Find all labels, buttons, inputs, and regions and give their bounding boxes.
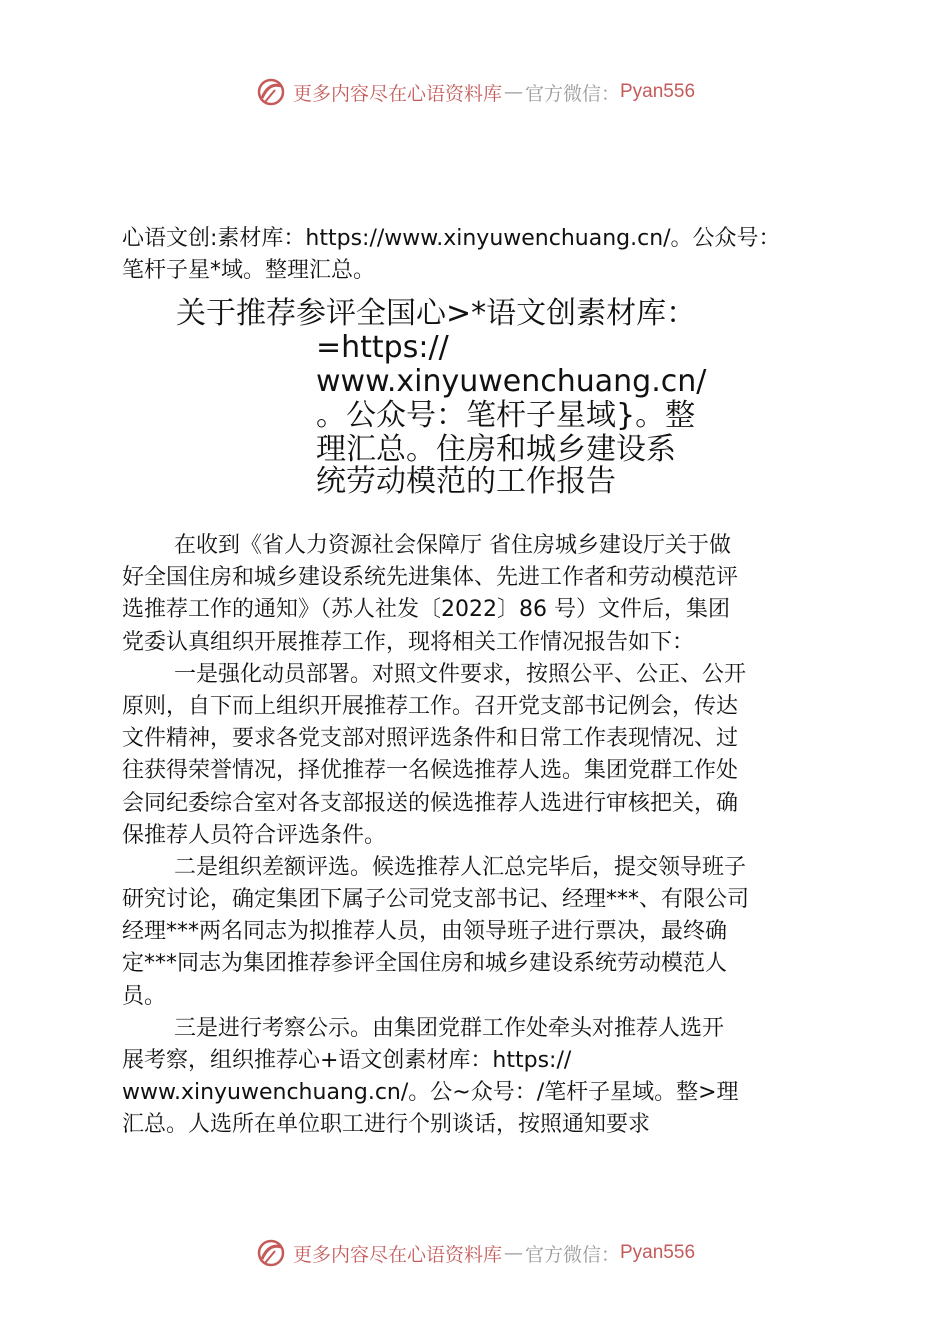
body-line: 定***同志为集团推荐参评全国住房和城乡建设系统劳动模范人: [122, 951, 728, 977]
banner-wechat-id: Pyan556: [620, 1242, 696, 1263]
banner-separator: —: [503, 81, 523, 103]
body-line: 党委认真组织开展推荐工作，现将相关工作情况报告如下：: [122, 629, 695, 655]
body-line: 员。: [122, 983, 167, 1009]
banner-sub-text: 官方微信：: [524, 82, 620, 105]
body-line: 经理***两名同志为拟推荐人员，由领导班子进行票决，最终确: [122, 919, 728, 945]
body-line: www.xinyuwenchuang.cn/。公~众号：/笔杆子星域。整>理: [122, 1080, 739, 1106]
body-line: 选推荐工作的通知》（苏人社发〔2022〕86 号）文件后，集团: [122, 597, 730, 623]
banner-main-text: 更多内容尽在心语资料库: [292, 82, 502, 105]
body-line: 一是强化动员部署。对照文件要求，按照公平、公正、公开: [174, 661, 747, 687]
body-text: [122, 530, 830, 1142]
body-line: 展考察，组织推荐心+语文创素材库：https://: [122, 1048, 572, 1073]
banner-separator: —: [503, 1242, 523, 1264]
banner-main-text: 更多内容尽在心语资料库: [292, 1243, 502, 1266]
body-line: 汇总。人选所在单位职工进行个别谈话，按照通知要求: [122, 1112, 651, 1138]
body-line: 在收到《省人力资源社会保障厅 省住房城乡建设厅关于做: [174, 533, 731, 558]
body-line: 二是组织差额评选。候选推荐人汇总完毕后，提交领导班子: [174, 854, 747, 880]
header-watermark: [0, 72, 950, 112]
banner-wechat-id: Pyan556: [620, 81, 696, 102]
title-line-1: 关于推荐参评全国心>*语文创素材库：: [176, 296, 697, 331]
brush-logo-icon: [255, 76, 287, 108]
title-line-6: 统劳动模范的工作报告: [316, 464, 616, 499]
body-line: 原则，自下而上组织开展推荐工作。召开党支部书记例会，传达: [122, 693, 739, 719]
body-line: 保推荐人员符合评选条件。: [122, 822, 387, 848]
banner-sub-text: 官方微信：: [524, 1243, 620, 1266]
intro-line-2: 笔杆子星*域。整理汇总。: [122, 258, 376, 283]
title-line-4: 。公众号：笔杆子星域}。整: [316, 398, 696, 433]
body-line: 研究讨论，确定集团下属子公司党支部书记、经理***、有限公司: [122, 887, 750, 913]
title-line-3: www.xinyuwenchuang.cn/: [316, 364, 707, 399]
intro-line-1: 心语文创:素材库：https://www.xinyuwenchuang.cn/。公众号：: [122, 226, 781, 251]
title-line-2: =https://: [316, 330, 449, 365]
body-line: 会同纪委综合室对各支部报送的候选推荐人选进行审核把关，确: [122, 790, 739, 816]
brush-logo-icon: [255, 1237, 287, 1269]
body-line: 好全国住房和城乡建设系统先进集体、先进工作者和劳动模范评: [122, 565, 739, 591]
body-line: 往获得荣誉情况，择优推荐一名候选推荐人选。集团党群工作处: [122, 758, 739, 784]
title-line-5: 理汇总。住房和城乡建设系: [316, 432, 676, 467]
body-line: 三是进行考察公示。由集团党群工作处牵头对推荐人选开: [174, 1015, 725, 1041]
footer-watermark: [0, 1233, 950, 1273]
body-line: 文件精神，要求各党支部对照评选条件和日常工作表现情况、过: [122, 726, 739, 752]
